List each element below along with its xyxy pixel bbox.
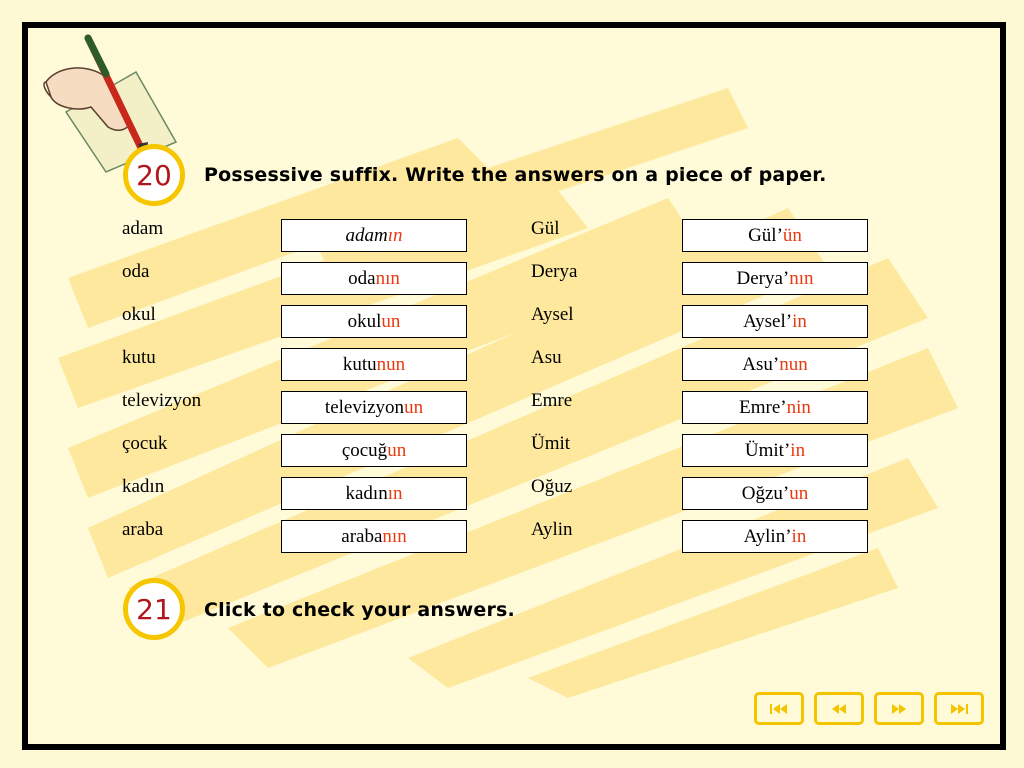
right-word: Oğuz — [531, 476, 573, 497]
answer-stem: çocuğ — [341, 439, 388, 461]
answer-stem: kutu — [342, 353, 377, 375]
answer-suffix: un — [404, 396, 424, 418]
left-answer-box — [281, 262, 467, 295]
left-word: çocuk — [122, 433, 168, 454]
right-word: Aylin — [531, 519, 573, 540]
answer-stem: kadın — [345, 482, 388, 504]
answer-stem: Derya’ — [736, 267, 790, 289]
left-word: araba — [122, 519, 164, 540]
right-word: Ümit — [531, 433, 571, 454]
next-slide-button[interactable] — [874, 692, 924, 725]
answer-suffix: in — [790, 439, 806, 461]
answer-stem: Oğzu’ — [741, 482, 790, 504]
left-word: okul — [122, 304, 156, 325]
last-icon — [949, 703, 969, 715]
right-answer-box — [682, 348, 868, 381]
left-word: kutu — [122, 347, 156, 368]
right-word: Emre — [531, 390, 573, 411]
answer-suffix: nun — [779, 353, 808, 375]
answer-stem: okul — [347, 310, 382, 332]
right-word: Gül — [531, 218, 560, 239]
next-icon — [889, 703, 909, 715]
right-word: Aysel — [531, 304, 574, 325]
answer-stem: araba — [341, 525, 383, 547]
left-answer-box — [281, 219, 467, 252]
left-word: oda — [122, 261, 150, 282]
answer-stem: televizyon — [324, 396, 405, 418]
last-slide-button[interactable] — [934, 692, 984, 725]
previous-icon — [829, 703, 849, 715]
exercise-21-instruction[interactable]: Click to check your answers. — [204, 599, 515, 621]
right-answer-box — [682, 262, 868, 295]
right-answer-box — [682, 219, 868, 252]
first-slide-button[interactable] — [754, 692, 804, 725]
right-answer-box — [682, 477, 868, 510]
left-answer-box — [281, 348, 467, 381]
exercise-20-badge: 20 — [123, 144, 185, 206]
answer-suffix: in — [792, 310, 807, 332]
left-word: televizyon — [122, 390, 202, 411]
right-answer-box — [682, 520, 868, 553]
answer-suffix: ün — [782, 224, 802, 246]
answer-suffix: nın — [789, 267, 814, 289]
answer-suffix: nın — [375, 267, 400, 289]
answer-stem: Emre’ — [739, 396, 787, 418]
right-answer-box — [682, 305, 868, 338]
answer-suffix: nun — [376, 353, 406, 375]
answer-stem: adam — [345, 224, 388, 246]
left-answer-box — [281, 477, 467, 510]
right-answer-box — [682, 391, 868, 424]
left-answer-box — [281, 391, 467, 424]
answer-stem: Ümit’ — [744, 439, 791, 461]
answer-suffix: un — [789, 482, 809, 504]
answer-stem: Aysel’ — [743, 310, 793, 332]
answer-suffix: ın — [387, 224, 403, 246]
previous-slide-button[interactable] — [814, 692, 864, 725]
exercise-21-badge: 21 — [123, 578, 185, 640]
answer-stem: Gül’ — [748, 224, 783, 246]
answer-suffix: un — [387, 439, 407, 461]
left-word: adam — [122, 218, 164, 239]
right-word: Derya — [531, 261, 578, 282]
left-answer-box — [281, 434, 467, 467]
left-word: kadın — [122, 476, 165, 497]
answer-suffix: nın — [382, 525, 407, 547]
right-word: Asu — [531, 347, 562, 368]
first-icon — [769, 703, 789, 715]
exercise-20-instruction: Possessive suffix. Write the answers on a piece of paper. — [204, 164, 827, 186]
slide-frame — [22, 22, 1006, 750]
answer-suffix: in — [791, 525, 807, 547]
answer-suffix: ın — [387, 482, 403, 504]
answer-stem: Aylin’ — [743, 525, 792, 547]
answer-stem: Asu’ — [742, 353, 780, 375]
answer-stem: oda — [348, 267, 376, 289]
answer-suffix: un — [381, 310, 401, 332]
left-answer-box — [281, 520, 467, 553]
right-answer-box — [682, 434, 868, 467]
left-answer-box — [281, 305, 467, 338]
answer-suffix: nin — [786, 396, 811, 418]
